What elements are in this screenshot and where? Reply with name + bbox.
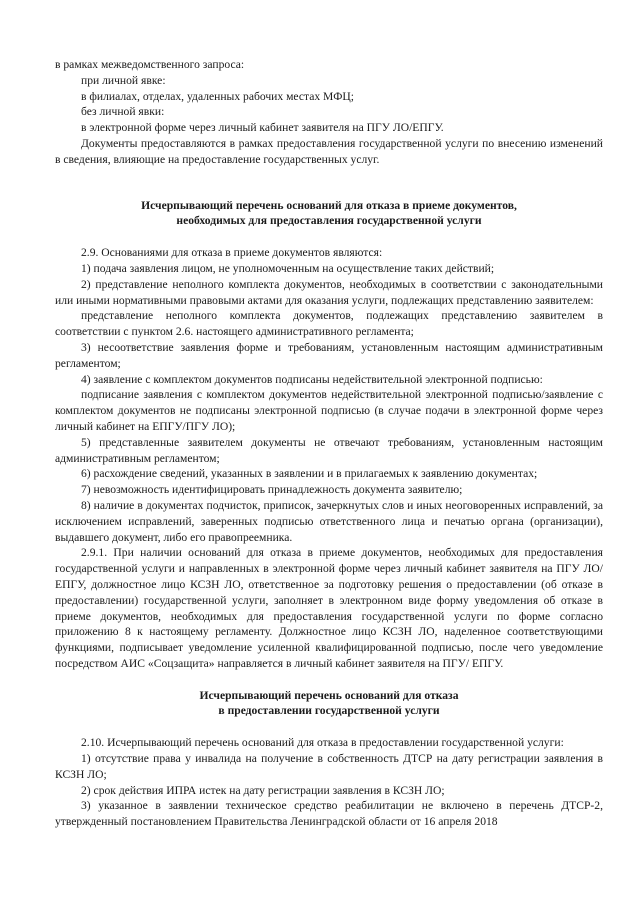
refusal-item-1: 1) отсутствие права у инвалида на получение в собственность ДТСР на дату регистрации заявления в КСЗН ЛО;	[55, 752, 603, 781]
list-item-7: 7) невозможность идентифицировать принадлежность документа заявителю;	[81, 483, 463, 497]
list-item-1: 1) подача заявления лицом, не уполномоченным на осуществление таких действий;	[81, 261, 495, 275]
refusal-item-2: 2) срок действия ИПРА истек на дату регистрации заявления в КСЗН ЛО;	[81, 783, 445, 797]
intro-line-interdepartmental: в рамках межведомственного запроса:	[55, 58, 245, 71]
list-item-5: 5) представленные заявителем документы не отвечают требованиям, установленным настоящим административным регламентом;	[55, 435, 603, 465]
document-body	[55, 57, 603, 830]
list-item-4-sub: подписание заявления с комплектом документов недействительной электронной подписью/заявление с комплектом документов не подписаны электронной подписью (в случае подачи в электронной форме через личный кабинет на ЕПГУ/ПГУ ЛО);	[55, 388, 603, 433]
paragraph-2-9: 2.9. Основаниями для отказа в приеме документов являются:	[81, 246, 383, 260]
heading-spacer	[55, 719, 603, 735]
list-item-4: 4) заявление с комплектом документов подписаны недействительной электронной подписью:	[81, 372, 543, 386]
section-spacer	[55, 168, 603, 198]
intro-line-electronic: в электронной форме через личный кабинет заявителя на ПГУ ЛО/ЕПГУ.	[81, 121, 444, 135]
intro-line-mfc: в филиалах, отделах, удаленных рабочих местах МФЦ;	[81, 89, 354, 103]
intro-line-remote: без личной явки:	[81, 105, 165, 119]
heading-spacer	[55, 229, 603, 245]
section-spacer	[55, 672, 603, 688]
paragraph-2-10: 2.10. Исчерпывающий перечень оснований для отказа в предоставлении государственной услуги:	[81, 736, 564, 750]
refusal-item-3: 3) указанное в заявлении техническое средство реабилитации не включено в перечень ДТСР-2, утвержденный постановлением Правительства Ленинградской области от 16 апреля 2018	[55, 799, 603, 829]
list-item-6: 6) расхождение сведений, указанных в заявлении и в прилагаемых к заявлению документах;	[81, 467, 538, 481]
intro-line-in-person: при личной явке:	[81, 73, 166, 87]
section2-heading-line1: Исчерпывающий перечень оснований для отказа	[199, 688, 459, 702]
list-item-3: 3) несоответствие заявления форме и требованиям, установленным настоящим административным регламентом;	[55, 340, 603, 370]
list-item-2: 2) представление неполного комплекта документов, необходимых в соответствии с законодательными или иными нормативными правовыми актами для оказания услуги, подлежащих представлению заявителем:	[55, 277, 603, 307]
section2-heading-line2: в предоставлении государственной услуги	[218, 704, 440, 718]
paragraph-2-9-1: 2.9.1. При наличии оснований для отказа в приеме документов, необходимых для предоставления государственной услуги и направленных в электронной форме через личный кабинет заявителя на ПГУ ЛО/ЕПГУ, должностное лицо КСЗН ЛО, ответственное за подготовку решения о предоставлении (об отказе в предоставлении) государственной услуги, заполняет в электронном виде форму уведомления об отказе в приеме документов, необходимых для предоставления государственной услуги по форме согласно приложению 8 к настоящему регламенту. Должностное лицо КСЗН ЛО, наделенное соответствующими функциями, подписывает уведомление усиленной квалифицированной подписью, после чего уведомление посредством АИС «Соцзащита» направляется в личный кабинет заявителя на ПГУ/ ЕПГУ.	[55, 546, 603, 670]
section1-heading-line1: Исчерпывающий перечень оснований для отказа в приеме документов,	[141, 198, 517, 212]
list-item-8: 8) наличие в документах подчисток, приписок, зачеркнутых слов и иных неоговоренных исправлений, за исключением исправлений, заверенных подписью ответственного лица и печатью органа (организации), выдавшего документ, либо его правопреемника.	[55, 498, 603, 544]
list-item-2-sub: представление неполного комплекта документов, подлежащих представлению заявителем в соответствии с пунктом 2.6. настоящего административного регламента;	[55, 309, 603, 339]
intro-paragraph: Документы предоставляются в рамках предоставления государственной услуги по внесению изменений в сведения, влияющие на предоставление государственных услуг.	[55, 136, 603, 166]
section1-heading-line2: необходимых для предоставления государственной услуги	[176, 214, 482, 228]
